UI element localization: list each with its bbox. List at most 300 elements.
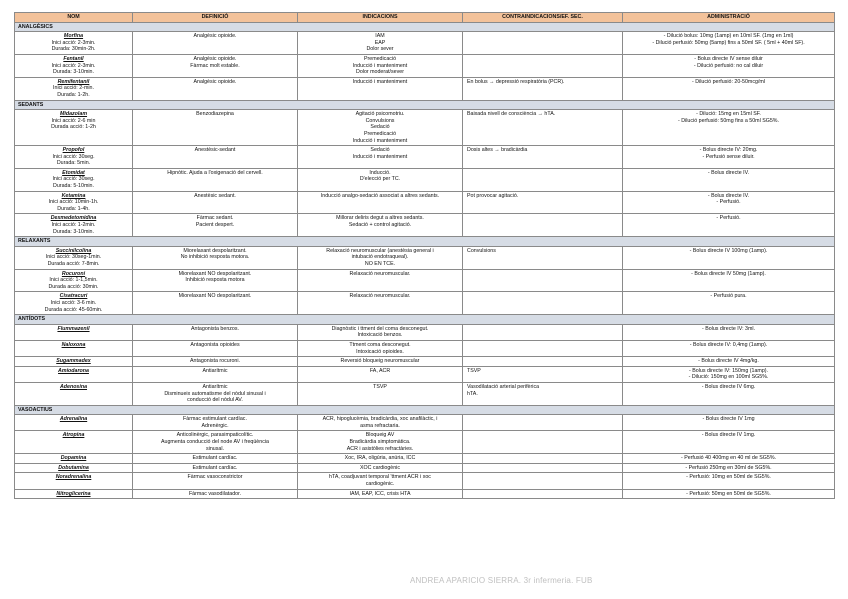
- drug-name-cell: [15, 110, 133, 146]
- indications-line: hTA, coadjuvant temporal 'ttment ACR i xoc: [329, 474, 431, 481]
- drug-row: [15, 32, 835, 55]
- indications-line: Reversió bloqueig neuromuscular: [340, 358, 420, 365]
- indications-cell: [298, 32, 463, 55]
- administration-line: - Bolus directe IV 6mg.: [625, 384, 832, 391]
- indications-line: Premedicació: [363, 130, 397, 137]
- drug-row: [15, 110, 835, 146]
- administration-cell: [623, 382, 835, 405]
- drug-timing: Durada: 5min.: [56, 160, 91, 167]
- definition-line: Fàrmac sedant.: [196, 215, 234, 222]
- administration-cell: [623, 473, 835, 489]
- definition-line: Antagonista opioides: [190, 341, 240, 348]
- drug-timing: Inici acció: 30seg.: [52, 176, 95, 183]
- indications-cell: [298, 191, 463, 214]
- indications-line: Inducció i manteniment: [352, 137, 408, 144]
- drug-name-cell: [15, 473, 133, 489]
- administration-cell: [623, 454, 835, 464]
- indications-cell: [298, 324, 463, 340]
- contraindications-line: TSVP: [467, 367, 481, 374]
- administration-line: - Perfusió: 10mg en 50ml de SG5%.: [625, 474, 832, 481]
- drug-name-cell: [15, 246, 133, 269]
- contraindications-line: En bolus → depressió respiratòria (PCR).: [467, 78, 565, 85]
- indications-line: Inducció.: [369, 169, 391, 176]
- drug-row: [15, 146, 835, 169]
- drug-row: [15, 489, 835, 499]
- drug-name: Noradrenalina: [55, 474, 92, 481]
- drug-row: [15, 357, 835, 367]
- contraindications-cell: [463, 454, 623, 464]
- administration-cell: [623, 77, 835, 100]
- drug-name: Dobutamina: [58, 464, 89, 471]
- definition-line: Pacient despert.: [195, 222, 235, 229]
- definition-line: No inhibició resposta motora.: [180, 254, 250, 261]
- drug-row: [15, 54, 835, 77]
- definition-line: Analgèsic opioide.: [193, 33, 237, 40]
- drug-reference-table: [14, 12, 835, 499]
- definition-line: Antiarítmic: [202, 367, 228, 374]
- drug-timing: Inici acció: 30seg-1min.: [45, 254, 102, 261]
- contraindications-cell: [463, 146, 623, 169]
- drug-name: Naloxona: [61, 341, 86, 348]
- definition-cell: [133, 191, 298, 214]
- drug-name: Rocuroni: [61, 270, 86, 277]
- indications-line: FA, ACR: [369, 367, 391, 374]
- drug-name: Dopamina: [60, 455, 87, 462]
- indications-line: Convulsions: [365, 117, 395, 124]
- indications-line: Sedació + control agitació.: [348, 222, 412, 229]
- indications-cell: [298, 146, 463, 169]
- indications-line: Sedació: [370, 124, 390, 131]
- drug-name-cell: [15, 191, 133, 214]
- administration-line: - Perfusió: 50mg en 50ml de SG5%.: [625, 491, 832, 498]
- drug-name-cell: [15, 77, 133, 100]
- definition-line: Inhibició resposta motora: [185, 277, 245, 284]
- definition-cell: [133, 340, 298, 356]
- indications-line: Diagnòstic i ttment del coma desconegut.: [331, 325, 429, 332]
- section-header-row: [15, 315, 835, 325]
- indications-line: Relaxació neuromuscular.: [349, 293, 411, 300]
- administration-cell: [623, 146, 835, 169]
- drug-name: Sugammadex: [56, 358, 91, 365]
- drug-name-cell: [15, 292, 133, 315]
- administration-cell: [623, 246, 835, 269]
- administration-line: - Dilució perfusió: 50mg (5amp) fins a 50ml SF. ( 5ml + 40ml SF).: [625, 40, 832, 47]
- drug-name-cell: [15, 415, 133, 431]
- administration-cell: [623, 366, 835, 382]
- administration-cell: [623, 292, 835, 315]
- administration-line: - Perfusió sense diluir.: [625, 154, 832, 161]
- administration-line: - Bolus directe IV: 0,4mg (1amp).: [625, 342, 832, 349]
- administration-cell: [623, 269, 835, 292]
- administration-line: - Perfusió 40 400mg en 40 ml de SG5%.: [625, 455, 832, 462]
- drug-timing: Inici acció: 2-3min.: [51, 39, 96, 46]
- contraindications-cell: [463, 191, 623, 214]
- drug-row: [15, 463, 835, 473]
- header-definicio: DEFINICIÓ: [133, 13, 298, 23]
- drug-name: Etomidat: [62, 169, 85, 176]
- section-title: VASOACTIUS: [15, 405, 835, 415]
- administration-line: - Dilució bolus: 10mg (1amp) en 10ml SF. (1mg en 1ml): [625, 33, 832, 40]
- administration-line: - Bolus directe IV: 150mg (1amp).: [625, 368, 832, 375]
- drug-timing: Durada acció: 45-60min.: [44, 306, 103, 313]
- contraindications-cell: [463, 431, 623, 454]
- drug-row: [15, 415, 835, 431]
- indications-line: Inducció i manteniment: [352, 153, 408, 160]
- indications-line: EAP: [374, 39, 386, 46]
- drug-name: Atropina: [62, 432, 85, 439]
- drug-name-cell: [15, 357, 133, 367]
- contraindications-cell: [463, 292, 623, 315]
- drug-name-cell: [15, 214, 133, 237]
- contraindications-cell: [463, 473, 623, 489]
- drug-name-cell: [15, 366, 133, 382]
- contraindications-line: Vasodilatació arterial perifèrica: [467, 383, 540, 390]
- administration-line: - Bolus directe IV 4mg/kg.: [625, 358, 832, 365]
- indications-line: cardiogènic.: [365, 481, 395, 488]
- indications-line: Agitació psicomotriu.: [355, 111, 405, 118]
- contraindications-cell: [463, 54, 623, 77]
- indications-cell: [298, 489, 463, 499]
- administration-line: - Bolus directe IV 50mg (1amp).: [625, 271, 832, 278]
- contraindications-cell: [463, 357, 623, 367]
- definition-cell: [133, 357, 298, 367]
- indications-line: Inducció i manteniment: [352, 78, 408, 85]
- indications-line: IAM, EAP, ICC, crisis HTA: [349, 490, 411, 497]
- administration-cell: [623, 463, 835, 473]
- administration-line: - Dilució perfusió: 20-50mcg/ml: [625, 79, 832, 86]
- section-title: RELAXANTS: [15, 237, 835, 247]
- definition-line: Adrenèrgic.: [201, 422, 229, 429]
- drug-row: [15, 214, 835, 237]
- header-nom: NOM: [15, 13, 133, 23]
- indications-line: Xoc, IRA, oligúria, anúria, ICC: [344, 455, 416, 462]
- drug-timing: Inici acció: 2-6 min: [51, 117, 96, 124]
- indications-line: Bloqueig AV: [365, 432, 395, 439]
- administration-line: - Dilució perfusió: no cal diluir: [625, 63, 832, 70]
- administration-cell: [623, 340, 835, 356]
- drug-name-cell: [15, 54, 133, 77]
- definition-cell: [133, 214, 298, 237]
- drug-timing: Durada acció: 1-2h: [51, 124, 96, 131]
- definition-line: sinusal.: [206, 445, 224, 452]
- drug-timing: Inici acció: 10min-1h.: [48, 199, 99, 206]
- definition-line: Fàrmac vasodilatador.: [188, 490, 242, 497]
- contraindications-cell: [463, 489, 623, 499]
- definition-line: Analgèsic opioide.: [193, 55, 237, 62]
- administration-cell: [623, 54, 835, 77]
- drug-name-cell: [15, 382, 133, 405]
- section-header-row: [15, 22, 835, 32]
- drug-name-cell: [15, 454, 133, 464]
- contraindications-line: Baixada nivell de consciència → hTA.: [467, 111, 556, 118]
- administration-line: - Perfusió pura.: [625, 293, 832, 300]
- drug-timing: Durada: 30min-2h.: [51, 46, 96, 53]
- definition-cell: [133, 489, 298, 499]
- indications-line: Sedació: [370, 147, 390, 154]
- indications-cell: [298, 292, 463, 315]
- contraindications-cell: [463, 463, 623, 473]
- indications-line: ACR, hipoglucèmia, bradicàrdia, xoc anafilàctic, i: [322, 416, 438, 423]
- administration-line: - Perfusió.: [625, 199, 832, 206]
- indications-line: TSVP: [373, 383, 387, 390]
- definition-cell: [133, 32, 298, 55]
- indications-line: asma refractaria.: [360, 422, 400, 429]
- drug-timing: Inici acció: 2-3min.: [51, 62, 96, 69]
- indications-line: IAM: [375, 33, 385, 40]
- administration-cell: [623, 168, 835, 191]
- indications-cell: [298, 463, 463, 473]
- section-header-row: [15, 237, 835, 247]
- definition-line: Fàrmac vasoconstrictor: [187, 474, 243, 481]
- drug-name: Succinilcolina: [55, 247, 92, 254]
- definition-cell: [133, 146, 298, 169]
- definition-line: Hipnòtic. Ajuda a l'oxigenació del cervell.: [167, 169, 263, 176]
- definition-cell: [133, 454, 298, 464]
- definition-cell: [133, 324, 298, 340]
- drug-name: Adrenalina: [59, 416, 88, 423]
- drug-name: Cisatracuri: [59, 293, 88, 300]
- administration-line: - Dilució: 150mg en 100ml SG5%.: [625, 374, 832, 381]
- definition-line: Analgèsic opioide.: [193, 78, 237, 85]
- administration-line: - Bolus directe IV.: [625, 193, 832, 200]
- definition-cell: [133, 269, 298, 292]
- definition-line: Miorelaxant NO despolaritzant.: [178, 293, 252, 300]
- administration-cell: [623, 32, 835, 55]
- indications-line: Dolor sever: [366, 46, 394, 53]
- definition-line: Antiarítmic: [202, 383, 228, 390]
- indications-line: Relaxació neuromuscular.: [349, 270, 411, 277]
- indications-cell: [298, 168, 463, 191]
- drug-name: Remifentanil: [57, 78, 90, 85]
- definition-cell: [133, 110, 298, 146]
- drug-name: Dexmedetomidina: [50, 215, 97, 222]
- administration-line: - Perfusió 250mg en 30ml de SG5%.: [625, 465, 832, 472]
- definition-line: Antagonista benzos.: [190, 325, 239, 332]
- contraindications-cell: [463, 324, 623, 340]
- contraindications-cell: [463, 366, 623, 382]
- definition-line: Benzodiazepina: [196, 111, 234, 118]
- indications-line: intubació endotraqueal).: [351, 254, 409, 261]
- definition-line: Fàrmac estimulant cardíac.: [183, 416, 247, 423]
- drug-row: [15, 382, 835, 405]
- section-title: ANALGÈSICS: [15, 22, 835, 32]
- administration-line: - Bolus directe IV 1mg: [625, 416, 832, 423]
- section-title: SEDANTS: [15, 100, 835, 110]
- header-contraindicacions: CONTRAINDICACIONS/EF. SEC.: [463, 13, 623, 23]
- definition-cell: [133, 54, 298, 77]
- administration-cell: [623, 357, 835, 367]
- definition-line: Estimulant cardíac.: [192, 464, 238, 471]
- administration-line: - Bolus directe IV sense diluir: [625, 56, 832, 63]
- administration-cell: [623, 431, 835, 454]
- indications-line: D'elecció per TC.: [359, 176, 401, 183]
- definition-cell: [133, 473, 298, 489]
- definition-line: Disminueix automatisme del nòdul sinusal i: [164, 390, 266, 397]
- definition-line: Anestèsic-sedant: [194, 147, 236, 154]
- indications-line: Inducció analgo-sedació associat a altres sedants.: [320, 192, 440, 199]
- administration-line: - Bolus directe IV: 3ml.: [625, 326, 832, 333]
- drug-row: [15, 77, 835, 100]
- definition-cell: [133, 382, 298, 405]
- drug-timing: Inici acció: 1-1,5min.: [49, 277, 98, 284]
- indications-line: XOC cardiogènic: [359, 464, 401, 471]
- indications-cell: [298, 431, 463, 454]
- drug-timing: Durada: 5-10min.: [53, 183, 94, 190]
- drug-name: Adenosina: [59, 383, 88, 390]
- drug-timing: Inici acció: 1-2min.: [51, 222, 96, 229]
- definition-cell: [133, 415, 298, 431]
- drug-row: [15, 191, 835, 214]
- section-title: ANTÍDOTS: [15, 315, 835, 325]
- drug-name-cell: [15, 146, 133, 169]
- drug-name-cell: [15, 168, 133, 191]
- indications-line: ACR i asistòlies refractàries.: [346, 445, 414, 452]
- contraindications-cell: [463, 110, 623, 146]
- indications-cell: [298, 269, 463, 292]
- drug-name-cell: [15, 269, 133, 292]
- contraindications-cell: [463, 77, 623, 100]
- drug-timing: Durada: 3-10min.: [53, 69, 94, 76]
- indications-line: Relaxació neuromuscular (anestèsia general i: [326, 247, 434, 254]
- drug-name: Ketamina: [61, 192, 86, 199]
- indications-cell: [298, 77, 463, 100]
- definition-line: Anticolinèrgic, parasimpaticolític.: [176, 432, 254, 439]
- contraindications-line: Pot provocar agitació.: [467, 192, 519, 199]
- indications-cell: [298, 357, 463, 367]
- indications-cell: [298, 454, 463, 464]
- drug-name-cell: [15, 324, 133, 340]
- drug-timing: Inici acció: 3-6 min.: [50, 299, 97, 306]
- contraindications-cell: [463, 214, 623, 237]
- contraindications-cell: [463, 415, 623, 431]
- indications-line: Millorar deliris degut a altres sedants.: [336, 215, 424, 222]
- indications-cell: [298, 415, 463, 431]
- definition-cell: [133, 463, 298, 473]
- drug-name-cell: [15, 489, 133, 499]
- drug-row: [15, 431, 835, 454]
- administration-cell: [623, 214, 835, 237]
- definition-cell: [133, 168, 298, 191]
- indications-line: Premedicació: [363, 55, 397, 62]
- drug-timing: Inici acció: 30seg.: [52, 153, 95, 160]
- indications-line: Intoxicació benzos.: [357, 332, 403, 339]
- contraindications-line: Dosis altes → bradicàrdia: [467, 147, 528, 154]
- drug-name: Flummazenil: [57, 325, 90, 332]
- drug-row: [15, 473, 835, 489]
- definition-cell: [133, 431, 298, 454]
- drug-name-cell: [15, 463, 133, 473]
- administration-line: - Dilució perfusió: 50mg fins a 50ml SG5%.: [625, 118, 832, 125]
- contraindications-cell: [463, 382, 623, 405]
- section-header-row: [15, 100, 835, 110]
- definition-line: Fàrmac molt estable.: [190, 62, 240, 69]
- header-row: [15, 13, 835, 23]
- administration-cell: [623, 324, 835, 340]
- administration-line: - Bolus directe IV 1mg.: [625, 432, 832, 439]
- administration-cell: [623, 415, 835, 431]
- definition-line: conducció del nòdul AV.: [187, 397, 243, 404]
- contraindications-cell: [463, 32, 623, 55]
- administration-line: - Perfusió.: [625, 215, 832, 222]
- header-administracio: ADMINISTRACIÓ: [623, 13, 835, 23]
- drug-row: [15, 454, 835, 464]
- contraindications-cell: [463, 246, 623, 269]
- definition-line: Miorelaxant despolaritzant.: [183, 247, 247, 254]
- indications-cell: [298, 110, 463, 146]
- drug-row: [15, 292, 835, 315]
- definition-cell: [133, 292, 298, 315]
- indications-line: NO EN TCE.: [364, 261, 396, 267]
- drug-name-cell: [15, 32, 133, 55]
- indications-cell: [298, 214, 463, 237]
- definition-cell: [133, 77, 298, 100]
- drug-row: [15, 324, 835, 340]
- author-watermark: ANDREA APARICIO SIERRA. 3r infermeria. FUB: [410, 576, 593, 585]
- definition-line: Anestèsic sedant.: [194, 192, 236, 199]
- administration-line: - Bolus directe IV: 20mg.: [625, 147, 832, 154]
- header-indicacions: INDICACIONS: [298, 13, 463, 23]
- indications-line: Dolor moderat/sever: [356, 69, 404, 76]
- drug-name: Amiodarona: [58, 367, 89, 374]
- indications-cell: [298, 340, 463, 356]
- indications-cell: [298, 54, 463, 77]
- drug-name: Fentanil: [63, 55, 84, 62]
- drug-timing: Durada: 1-4h.: [57, 205, 90, 212]
- administration-cell: [623, 110, 835, 146]
- drug-name-cell: [15, 431, 133, 454]
- indications-line: Inducció i manteniment: [352, 62, 408, 69]
- definition-cell: [133, 366, 298, 382]
- indications-line: Bradicàrdia simptomàtica.: [349, 439, 411, 446]
- administration-cell: [623, 191, 835, 214]
- indications-cell: [298, 382, 463, 405]
- drug-row: [15, 168, 835, 191]
- indications-cell: [298, 473, 463, 489]
- indications-cell: [298, 246, 463, 269]
- definition-line: Augmenta conducció del node AV i freqüència: [161, 439, 269, 446]
- drug-row: [15, 246, 835, 269]
- contraindications-cell: [463, 340, 623, 356]
- contraindications-cell: [463, 168, 623, 191]
- indications-line: Ttment coma desconegut.: [349, 341, 411, 348]
- contraindications-cell: [463, 269, 623, 292]
- contraindications-line: hTA.: [467, 390, 478, 397]
- indications-line: Intoxicació opioides.: [356, 348, 404, 355]
- drug-timing: Durada: 3-10min.: [53, 228, 94, 235]
- drug-timing: Inici acció: 2-min.: [53, 85, 94, 92]
- drug-row: [15, 269, 835, 292]
- drug-name: Nitroglicerina: [56, 490, 91, 497]
- definition-line: Estimulant cardíac.: [192, 455, 238, 462]
- definition-line: Miorelaxant NO despolaritzant.: [178, 270, 252, 277]
- drug-name: Morfina: [63, 33, 84, 40]
- definition-line: Antagonista rocuroni.: [189, 358, 241, 365]
- administration-cell: [623, 489, 835, 499]
- drug-name: Midazolam: [59, 111, 88, 118]
- section-header-row: [15, 405, 835, 415]
- contraindications-line: Convulsions: [467, 247, 496, 254]
- drug-name-cell: [15, 340, 133, 356]
- drug-row: [15, 366, 835, 382]
- drug-name: Propofol: [62, 147, 85, 154]
- administration-line: - Bolus directe IV 100mg (1amp).: [625, 248, 832, 255]
- administration-line: - Dilució: 15mg en 15ml SF.: [625, 111, 832, 118]
- drug-row: [15, 340, 835, 356]
- definition-cell: [133, 246, 298, 269]
- drug-timing: Durada acció: 7-8min.: [47, 261, 100, 267]
- drug-timing: Durada acció: 30min.: [48, 283, 99, 290]
- administration-line: - Bolus directe IV.: [625, 170, 832, 177]
